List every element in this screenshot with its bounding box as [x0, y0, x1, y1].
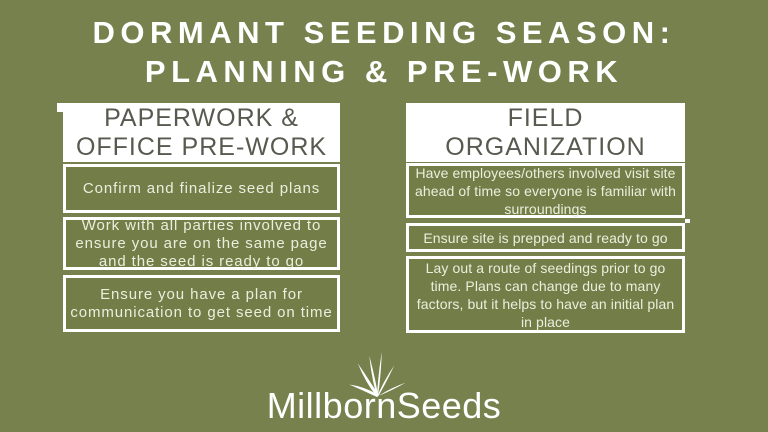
- column-field-organization: [406, 103, 685, 333]
- border-artifact-right: [685, 219, 690, 223]
- column-paperwork-office-prework: [63, 103, 340, 332]
- step-box-site-prepped: Ensure site is prepped and ready to go: [406, 223, 685, 252]
- page-title-line2: PLANNING & PRE-WORK: [144, 54, 624, 89]
- column-header-paperwork: PAPERWORK & OFFICE PRE-WORK: [63, 103, 340, 162]
- step-box-route-of-seedings: Lay out a route of seedings prior to go time. Plans can change due to many factors, but it helps to have an initial plan in place: [406, 256, 685, 333]
- column-header-field-organization: FIELD ORGANIZATION: [406, 103, 685, 162]
- step-box-work-with-parties: Work with all parties involved to ensure you are on the same page and the seed is ready to go: [63, 217, 340, 270]
- millborn-seeds-logo-text: MillbornSeeds: [266, 385, 502, 426]
- page-title: [0, 13, 768, 91]
- page-title-line1: DORMANT SEEDING SEASON:: [92, 15, 676, 50]
- step-box-communication-plan: Ensure you have a plan for communication to get seed on time: [63, 275, 340, 332]
- step-box-site-visit: Have employees/others involved visit site ahead of time so everyone is familiar with surroundings: [406, 163, 685, 218]
- step-box-confirm-seed-plans: Confirm and finalize seed plans: [63, 164, 340, 213]
